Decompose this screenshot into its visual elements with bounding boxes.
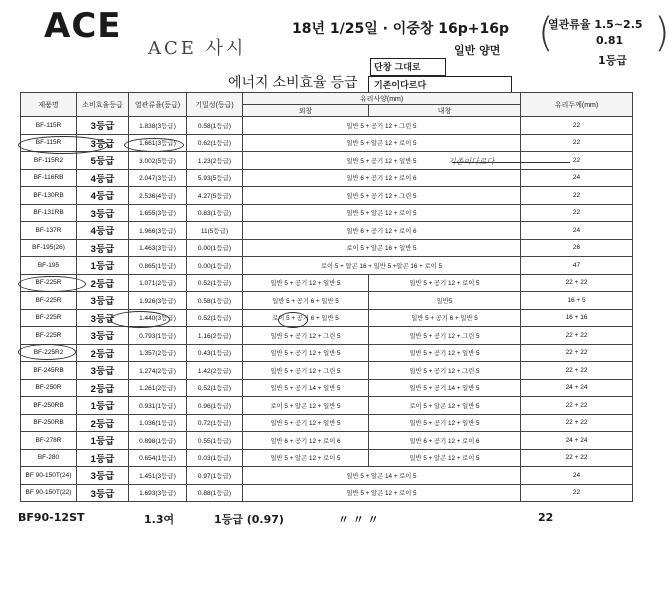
paren-left: (: [538, 10, 554, 56]
cell-model: BF-115R2: [21, 152, 77, 170]
cell-u-value: 2.536(4등급): [129, 187, 187, 205]
header-outer: 외창: [243, 105, 369, 117]
table-body: [21, 117, 633, 502]
paren-right: ): [654, 10, 670, 56]
cell-airtight: 0.88(1등급): [187, 484, 243, 502]
cell-glass-outer: 일반 5 + 공기 14 + 일반 5: [243, 379, 369, 397]
cell-glass-outer: 일반 5 + 공기 12 + 그린 5: [243, 117, 521, 135]
cell-glass-inner: 일반 5 + 공기 6 + 일반 5: [369, 309, 521, 327]
handwritten-spec-sub: 일반 양면: [454, 44, 501, 57]
cell-model: BF-130RB: [21, 187, 77, 205]
cell-thickness: 24 + 24: [521, 432, 633, 450]
cell-grade: 4등급: [77, 222, 129, 240]
cell-grade: 3등급: [77, 292, 129, 310]
cell-grade: 3등급: [77, 467, 129, 485]
cell-thickness: 22: [521, 117, 633, 135]
table-row: [21, 257, 633, 275]
cell-airtight: 0.43(1등급): [187, 344, 243, 362]
cell-thickness: 22 + 22: [521, 414, 633, 432]
cell-model: BF-278R: [21, 432, 77, 450]
cell-model: BF-225R2: [21, 344, 77, 362]
cell-airtight: 0.97(1등급): [187, 467, 243, 485]
cell-thickness: 24: [521, 222, 633, 240]
cell-model: BF-225R: [21, 274, 77, 292]
cell-model: BF-115R: [21, 117, 77, 135]
handwritten-brand-sub: ACE 사시: [148, 38, 247, 59]
cell-glass-outer: 로이 5 + 알곤 16 + 일반 5: [243, 239, 521, 257]
cell-glass-outer: 일반 5 + 공기 12 + 일반 5: [243, 344, 369, 362]
cell-u-value: 1.036(1등급): [129, 414, 187, 432]
handwritten-right-note-3: 1등급: [598, 54, 627, 67]
cell-u-value: 1.966(3등급): [129, 222, 187, 240]
cell-airtight: 0.52(1등급): [187, 309, 243, 327]
cell-glass-inner: 일반 5 + 알곤 12 + 로이 5: [369, 449, 521, 467]
cell-glass-outer: 로이 5 + 알곤 12 + 일반 5: [243, 397, 369, 415]
cell-u-value: 1.926(3등급): [129, 292, 187, 310]
cell-thickness: 16 + 16: [521, 309, 633, 327]
cell-grade: 3등급: [77, 204, 129, 222]
table-row: [21, 222, 633, 240]
header-thickness: 유리두께(mm): [521, 93, 633, 117]
cell-u-value: 0.654(1등급): [129, 449, 187, 467]
cell-glass-outer: 일반 6 + 공기 12 + 로이 6: [243, 169, 521, 187]
cell-airtight: 0.00(1등급): [187, 239, 243, 257]
cell-thickness: 22 + 22: [521, 274, 633, 292]
cell-glass-outer: 일반 5 + 알곤 12 + 로이 5: [243, 134, 521, 152]
table-row: [21, 239, 633, 257]
cell-airtight: 0.52(1등급): [187, 274, 243, 292]
handwritten-spec: 18년 1/25일 · 이중창 16p+16p: [292, 21, 509, 37]
cell-glass-inner: 일반 5 + 공기 12 + 그린 5: [369, 362, 521, 380]
cell-glass-inner: 일반5: [369, 292, 521, 310]
cell-model: BF-225R: [21, 292, 77, 310]
cell-grade: 3등급: [77, 484, 129, 502]
table-row: [21, 467, 633, 485]
handwritten-box-note-1: 단창 그대로: [374, 63, 421, 73]
cell-airtight: 0.03(1등급): [187, 449, 243, 467]
cell-glass-outer: 일반 5 + 공기 12 + 그린 5: [243, 362, 369, 380]
cell-u-value: 3.002(5등급): [129, 152, 187, 170]
circle-mark-1440: [110, 311, 170, 328]
efficiency-table: [20, 92, 633, 502]
cell-grade: 1등급: [77, 449, 129, 467]
cell-airtight: 0.55(1등급): [187, 432, 243, 450]
circle-mark-bf225r: [18, 276, 86, 292]
cell-grade: 1등급: [77, 257, 129, 275]
handwritten-brand: ACE: [44, 6, 122, 46]
cell-grade: 2등급: [77, 344, 129, 362]
footer-value: 1.3여: [144, 513, 175, 526]
cell-glass-outer: 일반 5 + 공기 12 + 그린 5: [243, 327, 369, 345]
footer-model: BF90-12ST: [18, 511, 85, 524]
cell-grade: 3등급: [77, 239, 129, 257]
cell-glass-outer: 로이 5 + 공기 6 + 일반 5: [243, 309, 369, 327]
cell-u-value: 1.357(2등급): [129, 344, 187, 362]
cell-glass-inner: 일반 6 + 공기 12 + 로이 6: [369, 432, 521, 450]
cell-thickness: 22: [521, 152, 633, 170]
handwritten-box-note-2: 기존이다르다: [374, 81, 427, 91]
cell-grade: 2등급: [77, 274, 129, 292]
cell-u-value: 1.655(3등급): [129, 204, 187, 222]
cell-grade: 4등급: [77, 169, 129, 187]
cell-glass-outer: 일반 6 + 공기 12 + 로이 6: [243, 432, 369, 450]
cell-thickness: 22: [521, 484, 633, 502]
table-row: [21, 169, 633, 187]
cell-airtight: 5.93(5등급): [187, 169, 243, 187]
cell-model: BF-250RB: [21, 397, 77, 415]
cell-thickness: 47: [521, 257, 633, 275]
cell-glass-inner: 일반 5 + 공기 12 + 그린 5: [369, 327, 521, 345]
cell-model: BF-116RB: [21, 169, 77, 187]
cell-grade: 1등급: [77, 432, 129, 450]
cell-glass-inner: 일반 5 + 공기 14 + 일반 5: [369, 379, 521, 397]
cell-airtight: 1.42(2등급): [187, 362, 243, 380]
handwritten-right-note-2: 0.81: [596, 34, 624, 47]
cell-u-value: 0.931(1등급): [129, 397, 187, 415]
cell-u-value: 1.693(3등급): [129, 484, 187, 502]
circle-mark-u-value: [124, 138, 184, 152]
cell-glass-outer: 일반 5 + 알곤 12 + 로이 5: [243, 204, 521, 222]
cell-u-value: 0.865(1등급): [129, 257, 187, 275]
header-inner: 내창: [369, 105, 521, 117]
cell-thickness: 22 + 22: [521, 449, 633, 467]
cell-thickness: 22: [521, 187, 633, 205]
cell-grade: 1등급: [77, 397, 129, 415]
cell-model: BF-195(26): [21, 239, 77, 257]
table-row: [21, 379, 633, 397]
cell-airtight: 4.27(5등급): [187, 187, 243, 205]
cell-u-value: 0.793(1등급): [129, 327, 187, 345]
cell-u-value: 1.838(3등급): [129, 117, 187, 135]
cell-airtight: 1.23(2등급): [187, 152, 243, 170]
cell-thickness: 22 + 22: [521, 397, 633, 415]
cell-glass-outer: 일반 5 + 알곤 12 + 로이 5: [243, 484, 521, 502]
cell-thickness: 22 + 22: [521, 362, 633, 380]
cell-u-value: 1.661(3등급): [129, 134, 187, 152]
cell-u-value: 0.898(1등급): [129, 432, 187, 450]
cell-airtight: 0.62(1등급): [187, 134, 243, 152]
handwritten-right-note-1: 열관류율 1.5~2.5: [548, 18, 643, 31]
cell-model: BF-245RB: [21, 362, 77, 380]
cell-model: BF-225R: [21, 327, 77, 345]
circle-mark-roi: [278, 312, 308, 328]
table-row: [21, 432, 633, 450]
cell-thickness: 24: [521, 467, 633, 485]
header-glass-spec: 유리사양(mm): [243, 93, 521, 105]
cell-glass-outer: 일반 5 + 공기 12 + 일반 5: [243, 152, 521, 170]
cell-glass-inner: 일반 5 + 공기 12 + 일반 5: [369, 344, 521, 362]
cell-glass-outer: 일반 6 + 공기 12 + 로이 6: [243, 222, 521, 240]
header-airtight: 기밀성(등급): [187, 93, 243, 117]
table-row: [21, 327, 633, 345]
cell-model: BF-280: [21, 449, 77, 467]
cell-thickness: 16 + 5: [521, 292, 633, 310]
cell-model: BF 90-150T(24): [21, 467, 77, 485]
header-grade: 소비효율등급: [77, 93, 129, 117]
table-row: [21, 362, 633, 380]
cell-grade: 3등급: [77, 309, 129, 327]
table-row: [21, 152, 633, 170]
cell-u-value: 1.463(3등급): [129, 239, 187, 257]
cell-airtight: 0.58(1등급): [187, 292, 243, 310]
table-row: [21, 449, 633, 467]
cell-grade: 2등급: [77, 379, 129, 397]
cell-grade: 4등급: [77, 187, 129, 205]
cell-glass-inner: 로이 5 + 알곤 12 + 일반 5: [369, 397, 521, 415]
table-row: [21, 344, 633, 362]
cell-grade: 3등급: [77, 327, 129, 345]
cell-u-value: 1.261(2등급): [129, 379, 187, 397]
table-row: [21, 204, 633, 222]
cell-thickness: 24: [521, 169, 633, 187]
cell-thickness: 22: [521, 134, 633, 152]
cell-grade: 3등급: [77, 134, 129, 152]
cell-model: BF-250RB: [21, 414, 77, 432]
footer-ditto: 〃 〃 〃: [338, 513, 379, 526]
cell-grade: 3등급: [77, 117, 129, 135]
cell-grade: 2등급: [77, 414, 129, 432]
cell-thickness: 22 + 22: [521, 344, 633, 362]
cell-model: BF-137R: [21, 222, 77, 240]
footer-thickness: 22: [538, 511, 554, 524]
cell-airtight: 0.52(1등급): [187, 379, 243, 397]
header-u-value: 열관류율(등급): [129, 93, 187, 117]
table-row: [21, 292, 633, 310]
cell-glass-outer: 일반 5 + 공기 12 + 일반 5: [243, 414, 369, 432]
cell-u-value: 1.274(2등급): [129, 362, 187, 380]
cell-model: BF-131RB: [21, 204, 77, 222]
cell-model: BF-225R: [21, 309, 77, 327]
cell-model: BF 90-150T(22): [21, 484, 77, 502]
cell-thickness: 24 + 24: [521, 379, 633, 397]
cell-airtight: 11(5등급): [187, 222, 243, 240]
document-title: 에너지 소비효율 등급: [228, 74, 358, 90]
cell-glass-outer: 일반 5 + 공기 6 + 일반 5: [243, 292, 369, 310]
cell-glass-outer: 일반 5 + 공기 12 + 일반 5: [243, 274, 369, 292]
cell-airtight: 0.72(1등급): [187, 414, 243, 432]
margin-note: 기존이다르다: [448, 157, 495, 166]
cell-glass-outer: 로이 5 + 알곤 16 + 일반 5 +알곤 16 + 로이 5: [243, 257, 521, 275]
cell-glass-outer: 일반 5 + 알곤 14 + 로이 5: [243, 467, 521, 485]
underline-mark: [452, 162, 570, 163]
cell-u-value: 1.440(3등급): [129, 309, 187, 327]
cell-glass-outer: 일반 5 + 공기 12 + 그린 5: [243, 187, 521, 205]
cell-glass-outer: 일반 5 + 알곤 12 + 로이 5: [243, 449, 369, 467]
table-row: [21, 117, 633, 135]
header-model: 제품명: [21, 93, 77, 117]
cell-u-value: 1.071(2등급): [129, 274, 187, 292]
cell-airtight: 0.96(1등급): [187, 397, 243, 415]
table-row: [21, 484, 633, 502]
circle-mark-bf225r2: [18, 344, 76, 360]
cell-grade: 3등급: [77, 362, 129, 380]
cell-airtight: 1.16(2등급): [187, 327, 243, 345]
table-row: [21, 397, 633, 415]
table-row: [21, 187, 633, 205]
cell-airtight: 0.00(1등급): [187, 257, 243, 275]
cell-model: BF-115R: [21, 134, 77, 152]
cell-airtight: 0.58(1등급): [187, 117, 243, 135]
cell-u-value: 1.451(3등급): [129, 467, 187, 485]
cell-thickness: 22: [521, 204, 633, 222]
table-row: [21, 274, 633, 292]
table-row: [21, 134, 633, 152]
cell-model: BF-250R: [21, 379, 77, 397]
cell-glass-inner: 일반 5 + 공기 12 + 로이 5: [369, 274, 521, 292]
cell-thickness: 22 + 22: [521, 327, 633, 345]
cell-thickness: 26: [521, 239, 633, 257]
circle-mark-row-2: [18, 136, 108, 154]
cell-glass-inner: 일반 5 + 공기 12 + 일반 5: [369, 414, 521, 432]
table-row: [21, 414, 633, 432]
cell-model: BF-195: [21, 257, 77, 275]
footer-grade: 1등급 (0.97): [214, 513, 284, 526]
cell-airtight: 0.83(1등급): [187, 204, 243, 222]
cell-grade: 5등급: [77, 152, 129, 170]
cell-u-value: 2.047(3등급): [129, 169, 187, 187]
